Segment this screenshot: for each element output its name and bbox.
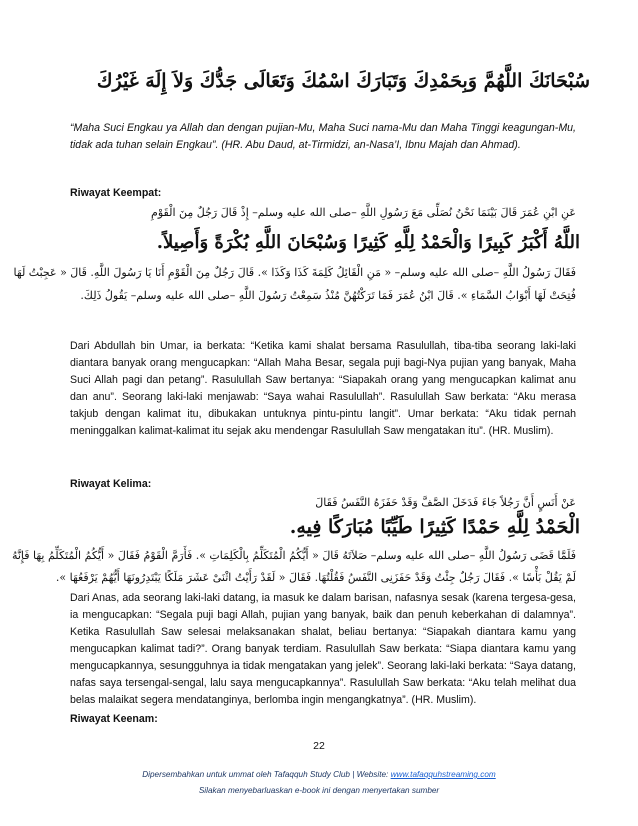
footer-line-1 [0, 770, 638, 779]
footer-line-2: Silakan menyebarluaskan e-book ini dengan menyertakan sumber [198, 786, 440, 795]
heading-riwayat-keenam: Riwayat Keenam: [70, 713, 158, 725]
arabic-r4-line-1: عَنِ ابْنِ عُمَرَ قَالَ بَيْنَمَا نَحْنُ نُصَلِّى مَعَ رَسُولِ اللَّهِ –صلى الله عليه وسلم– إِذْ قَالَ رَجُلٌ مِنَ الْقَوْمِ [151, 206, 576, 219]
website-link[interactable]: www.tafaqquhstreaming.com [390, 770, 496, 779]
page-number: 22 [313, 740, 325, 752]
arabic-r5-doa: الْحَمْدُ لِلَّهِ حَمْدًا كَثِيرًا طَيِّبًا مُبَارَكًا فِيهِ. [289, 516, 580, 538]
arabic-r5-line-2: فَلَمَّا قَضَى رَسُولُ اللَّهِ –صلى الله عليه وسلم– صَلاَتَهُ قَالَ « أَيُّكُمُ الْمُتَكَلِّمُ بِالْكَلِمَاتِ ». فَأَرَمَّ الْقَوْمُ فَقَالَ « أَيُّكُمُ الْمُتَكَلِّمُ بِهَا فَإِنَّهُ [11, 549, 576, 562]
arabic-doa-istiftah: سُبْحَانَكَ اللَّهُمَّ وَبِحَمْدِكَ وَتَبَارَكَ اسْمُكَ وَتَعَالَى جَدُّكَ وَلاَ إِلَهَ غَيْرُكَ [96, 70, 590, 92]
arabic-r5-line-3: لَمْ يَقُلْ بَأْسًا ». فَقَالَ رَجُلٌ جِئْتُ وَقَدْ حَفَزَنِى النَّفَسُ فَقُلْتُهَا. فَقَالَ « لَقَدْ رَأَيْتُ اثْنَىْ عَشَرَ مَلَكًا يَبْتَدِرُونَهَا أَيُّهُمْ يَرْفَعُهَا ». [55, 571, 576, 584]
r5-translation-paragraph: Dari Anas, ada seorang laki-laki datang, ia masuk ke dalam barisan, nafasnya sesak (karena tergesa-gesa, ia mengucapkan: “Segala puji bagi Allah, pujian yang banyak, baik dan penuh keberkahan di dalamnya”. Ketika Rasulullah Saw selesai melaksanakan shalat, beliau bertanya: “Siapakah diantara kamu yang mengucapkan kalimat tadi?”. Orang banyak terdiam. Rasulullah Saw berkata: “Siapa diantara kamu yang mengucapkannya, sesungguhnya ia tidak mengatakan yang jelek”. Seorang laki-laki berkata: “Saya datang, nafas saya tersengal-sengal, lalu saya mengucapkannya”. Rasulullah Saw berkata: “Aku telah melihat dua belas malaikat segera mendatanginya, berlomba ingin mengangkatnya”. (HR. Muslim). [70, 592, 576, 706]
arabic-r4-doa: اللَّهُ أَكْبَرُ كَبِيرًا وَالْحَمْدُ لِلَّهِ كَثِيرًا وَسُبْحَانَ اللَّهِ بُكْرَةً وَأَصِيلاً. [156, 232, 580, 253]
arabic-r5-line-1: عَنْ أَنَسٍ أَنَّ رَجُلاً جَاءَ فَدَخَلَ الصَّفَّ وَقَدْ حَفَزَهُ النَّفَسُ فَقَالَ [315, 496, 576, 509]
arabic-r4-line-3: فُتِحَتْ لَهَا أَبْوَابُ السَّمَاءِ ». قَالَ ابْنُ عُمَرَ فَمَا تَرَكْتُهُنَّ مُنْذُ سَمِعْتُ رَسُولَ اللَّهِ –صلى الله عليه وسلم– يَقُولُ ذَلِكَ. [80, 289, 576, 302]
arabic-r4-line-2: فَقَالَ رَسُولُ اللَّهِ –صلى الله عليه وسلم– « مَنِ الْقَائِلُ كَلِمَةَ كَذَا وَكَذَا ». قَالَ رَجُلٌ مِنَ الْقَوْمِ أَنَا يَا رَسُولَ اللَّهِ. قَالَ « عَجِبْتُ لَهَا [13, 266, 576, 279]
doa-translation-paragraph: “Maha Suci Engkau ya Allah dan dengan pujian-Mu, Maha Suci nama-Mu dan Maha Tinggi keagungan-Mu, tidak ada tuhan selain Engkau”. (HR. Abu Daud, at-Tirmidzi, an-Nasa’I, Ibnu Majah dan Ahmad). [70, 122, 576, 151]
footer-dedication: Dipersembahkan untuk ummat oleh Tafaqquh Study Club | Website: [142, 770, 391, 779]
heading-riwayat-keempat: Riwayat Keempat: [70, 187, 162, 199]
heading-riwayat-kelima: Riwayat Kelima: [70, 478, 152, 490]
r4-translation-paragraph: Dari Abdullah bin Umar, ia berkata: “Ketika kami shalat bersama Rasulullah, tiba-tiba seorang laki-laki diantara banyak orang mengucapkan: “Allah Maha Besar, segala puji bagi-Nya pujian yang banyak, Maha Suci Allah pagi dan petang”. Rasulullah Saw bertanya: “Siapakah orang yang mengucapkan kalimat anu dan anu”. Seorang laki-laki menjawab: “Saya wahai Rasulullah”. Rasulullah Saw berkata: “Aku merasa takjub dengan kalimat itu, dibukakan untuknya pintu-pintu langit”. Umar berkata: “Aku tidak pernah meninggalkan kalimat-kalimat itu sejak aku mendengar Rasulullah Saw mengatakan itu”. (HR. Muslim). [70, 340, 576, 437]
